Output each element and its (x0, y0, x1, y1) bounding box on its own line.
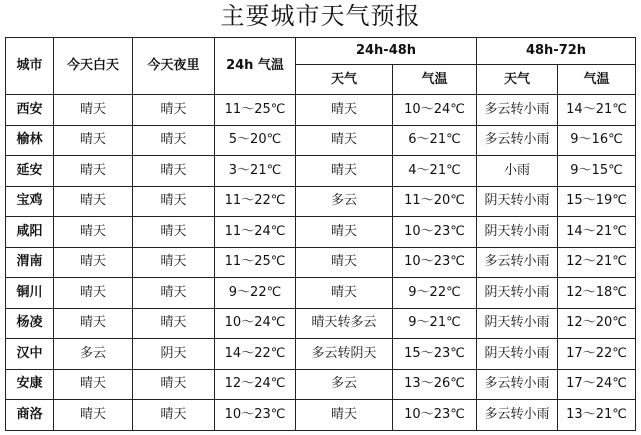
table-row (6, 156, 636, 187)
today-night-cell: 晴天 (133, 156, 215, 187)
weather-48h-cell: 晴天 (296, 95, 393, 126)
temp-48h-cell: 10～24℃ (393, 95, 477, 126)
today-night-cell: 晴天 (133, 217, 215, 248)
weather-72h-cell: 多云转小雨 (477, 369, 558, 400)
today-day-cell: 晴天 (54, 400, 133, 431)
table-row (6, 369, 636, 400)
today-day-cell: 晴天 (54, 278, 133, 309)
city-cell: 宝鸡 (6, 186, 54, 217)
today-night-cell: 晴天 (133, 400, 215, 431)
header-today-day: 今天白天 (54, 38, 133, 95)
table-row (6, 217, 636, 248)
temp-48h-cell: 6～21℃ (393, 125, 477, 156)
table-body (6, 95, 636, 431)
today-day-cell: 晴天 (54, 186, 133, 217)
city-cell: 铜川 (6, 278, 54, 309)
today-night-cell: 晴天 (133, 278, 215, 309)
header-temp-48h: 气温 (393, 65, 477, 95)
today-day-cell: 多云 (54, 339, 133, 370)
temp-24h-cell: 11～24℃ (215, 217, 296, 248)
table-row (6, 308, 636, 339)
temp-72h-cell: 12～20℃ (558, 308, 636, 339)
temp-72h-cell: 17～22℃ (558, 339, 636, 370)
weather-72h-cell: 阴天转小雨 (477, 217, 558, 248)
weather-48h-cell: 晴天 (296, 247, 393, 278)
temp-48h-cell: 13～26℃ (393, 369, 477, 400)
today-day-cell: 晴天 (54, 369, 133, 400)
temp-72h-cell: 12～18℃ (558, 278, 636, 309)
temp-24h-cell: 14～22℃ (215, 339, 296, 370)
weather-48h-cell: 多云转阴天 (296, 339, 393, 370)
temp-24h-cell: 10～24℃ (215, 308, 296, 339)
temp-72h-cell: 17～24℃ (558, 369, 636, 400)
table-row (6, 278, 636, 309)
city-cell: 渭南 (6, 247, 54, 278)
header-weather-72h: 天气 (477, 65, 558, 95)
weather-72h-cell: 阴天转小雨 (477, 186, 558, 217)
weather-72h-cell: 阴天转小雨 (477, 339, 558, 370)
city-cell: 西安 (6, 95, 54, 126)
temp-48h-cell: 15～23℃ (393, 339, 477, 370)
today-day-cell: 晴天 (54, 95, 133, 126)
city-cell: 延安 (6, 156, 54, 187)
temp-72h-cell: 9～16℃ (558, 125, 636, 156)
weather-72h-cell: 多云转小雨 (477, 125, 558, 156)
today-day-cell: 晴天 (54, 247, 133, 278)
temp-72h-cell: 13～21℃ (558, 400, 636, 431)
city-cell: 杨凌 (6, 308, 54, 339)
temp-72h-cell: 14～21℃ (558, 95, 636, 126)
temp-48h-cell: 10～23℃ (393, 217, 477, 248)
header-today-night: 今天夜里 (133, 38, 215, 95)
temp-48h-cell: 10～23℃ (393, 247, 477, 278)
temp-72h-cell: 15～19℃ (558, 186, 636, 217)
today-night-cell: 晴天 (133, 186, 215, 217)
table-row (6, 95, 636, 126)
temp-24h-cell: 10～23℃ (215, 400, 296, 431)
city-cell: 商洛 (6, 400, 54, 431)
today-day-cell: 晴天 (54, 125, 133, 156)
weather-48h-cell: 多云 (296, 369, 393, 400)
weather-48h-cell: 晴天转多云 (296, 308, 393, 339)
weather-72h-cell: 阴天转小雨 (477, 308, 558, 339)
table-row (6, 125, 636, 156)
forecast-table (5, 37, 636, 431)
weather-72h-cell: 多云转小雨 (477, 400, 558, 431)
today-night-cell: 晴天 (133, 308, 215, 339)
temp-72h-cell: 9～15℃ (558, 156, 636, 187)
today-day-cell: 晴天 (54, 217, 133, 248)
header-temp-24h: 24h 气温 (215, 38, 296, 95)
temp-24h-cell: 5～20℃ (215, 125, 296, 156)
header-group-48h: 24h-48h (296, 38, 477, 65)
today-night-cell: 晴天 (133, 95, 215, 126)
temp-24h-cell: 9～22℃ (215, 278, 296, 309)
weather-72h-cell: 小雨 (477, 156, 558, 187)
table-row (6, 339, 636, 370)
temp-48h-cell: 9～22℃ (393, 278, 477, 309)
city-cell: 咸阳 (6, 217, 54, 248)
weather-48h-cell: 晴天 (296, 217, 393, 248)
header-temp-72h: 气温 (558, 65, 636, 95)
weather-48h-cell: 多云 (296, 186, 393, 217)
table-header (6, 38, 636, 95)
weather-48h-cell: 晴天 (296, 125, 393, 156)
weather-72h-cell: 多云转小雨 (477, 95, 558, 126)
temp-72h-cell: 14～21℃ (558, 217, 636, 248)
temp-48h-cell: 11～20℃ (393, 186, 477, 217)
today-night-cell: 晴天 (133, 125, 215, 156)
table-row (6, 400, 636, 431)
city-cell: 汉中 (6, 339, 54, 370)
today-day-cell: 晴天 (54, 156, 133, 187)
table-row (6, 186, 636, 217)
header-city: 城市 (6, 38, 54, 95)
table-row (6, 247, 636, 278)
weather-48h-cell: 晴天 (296, 278, 393, 309)
temp-24h-cell: 3～21℃ (215, 156, 296, 187)
weather-48h-cell: 晴天 (296, 400, 393, 431)
temp-24h-cell: 12～24℃ (215, 369, 296, 400)
weather-72h-cell: 多云转小雨 (477, 247, 558, 278)
temp-24h-cell: 11～25℃ (215, 95, 296, 126)
today-night-cell: 阴天 (133, 339, 215, 370)
temp-72h-cell: 12～21℃ (558, 247, 636, 278)
temp-24h-cell: 11～25℃ (215, 247, 296, 278)
today-day-cell: 晴天 (54, 308, 133, 339)
today-night-cell: 晴天 (133, 247, 215, 278)
header-group-72h: 48h-72h (477, 38, 636, 65)
today-night-cell: 晴天 (133, 369, 215, 400)
temp-48h-cell: 4～21℃ (393, 156, 477, 187)
weather-48h-cell: 晴天 (296, 156, 393, 187)
header-weather-48h: 天气 (296, 65, 393, 95)
city-cell: 榆林 (6, 125, 54, 156)
temp-48h-cell: 10～23℃ (393, 400, 477, 431)
page-title: 主要城市天气预报 (220, 2, 421, 30)
temp-48h-cell: 9～21℃ (393, 308, 477, 339)
city-cell: 安康 (6, 369, 54, 400)
weather-72h-cell: 阴天转小雨 (477, 278, 558, 309)
temp-24h-cell: 11～22℃ (215, 186, 296, 217)
